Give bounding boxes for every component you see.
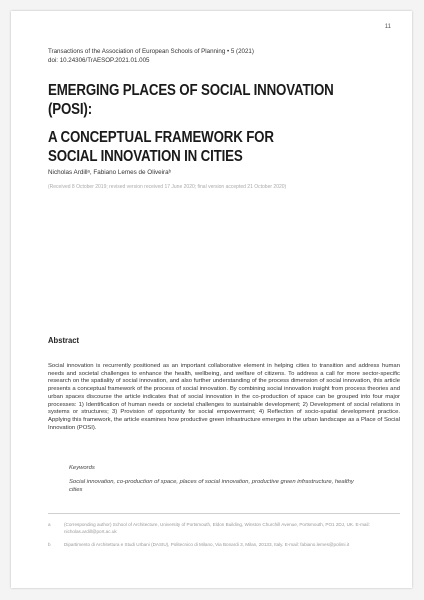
title-line-3: A CONCEPTUAL FRAMEWORK FOR bbox=[48, 129, 274, 146]
abstract-heading: Abstract bbox=[48, 335, 80, 345]
article-title bbox=[48, 81, 340, 166]
footnote-marker: b bbox=[48, 542, 51, 547]
keywords-label: Keywords bbox=[69, 465, 95, 471]
footnote-a bbox=[48, 522, 388, 535]
title-line-4: SOCIAL INNOVATION IN CITIES bbox=[48, 148, 243, 165]
page-number: 11 bbox=[384, 24, 391, 30]
abstract-text: Social innovation is recurrently positioned as an important collaborative element in helping cities to transition and address human needs and societal challenges to enhance the health, wellbeing, and welfare of citizens. To address a call for more sector-specific research on the spatiality of social innovation, and also further understanding of the process dimension of social innovation, this article presents a conceptual framework of the process of social innovation. By combining social innovation insight from process theories and urban spaces discourse the article indicates that of social innovation in the co-production of space can be grouped into four major processes: 1) Identification of human needs or societal challenges to sustainable development; 2) Development of social relations in systems or structures; 3) Provision of opportunity for social empowerment; 4) Reflection of socio-spatial development practice. Applying this framework, the article examines how productive green infrastructure emerges in the urban landscape as a Place of Social Innovation (POSI). bbox=[48, 363, 400, 431]
paper-page bbox=[11, 11, 412, 588]
footnote-text: (Corresponding author) School of Architecture, University of Portsmouth, Eldon Building, Winston Churchill Avenue, Portsmouth, PO1 2DJ, UK. E-mail: nicholas.ardill@port.ac.uk bbox=[64, 522, 370, 534]
footnote-marker: a bbox=[48, 522, 51, 527]
received-dates: (Received 8 October 2019; revised version received 17 June 2020; final version accepted 21 October 2020) bbox=[48, 184, 287, 190]
keywords-text: Social innovation, co-production of space, places of social innovation, productive green infrastructure, healthy cities bbox=[69, 479, 354, 493]
footnote-text: Dipartimento di Architettura e Studi Urbani (DAStU), Politecnico di Milano, Via Bonardi 3, Milan, 20133, Italy. E-mail: fabiano.lemes@polimi.it bbox=[64, 542, 350, 547]
title-line-2: (POSI): bbox=[48, 101, 92, 118]
footnote-divider bbox=[48, 513, 400, 514]
journal-citation: Transactions of the Association of European Schools of Planning • 5 (2021) bbox=[48, 48, 254, 55]
author-list: Nicholas Ardillᵃ, Fabiano Lemes de Oliveiraᵇ bbox=[48, 169, 172, 176]
journal-header bbox=[48, 47, 254, 65]
footnote-b bbox=[48, 542, 388, 549]
title-line-1: EMERGING PLACES OF SOCIAL INNOVATION bbox=[48, 82, 334, 99]
journal-doi: doi: 10.24306/TrAESOP.2021.01.005 bbox=[48, 57, 150, 64]
